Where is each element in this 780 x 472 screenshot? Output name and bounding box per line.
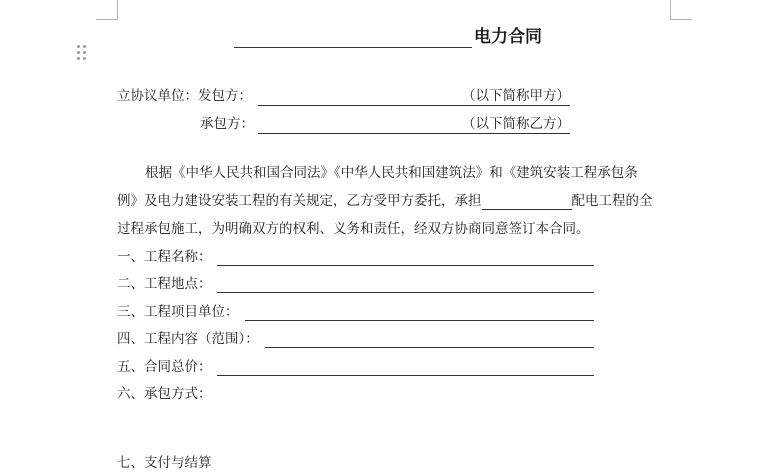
item-label: 三、工程项目单位： [117,304,239,320]
party-b-note: （以下简称乙方） [462,116,570,132]
party-b-label: 承包方： [200,116,254,132]
paragraph-text: 例》及电力建设安装工程的有关规定，乙方受甲方委托，承担 [117,193,482,209]
project-name-field[interactable] [217,250,594,266]
item-label: 五、合同总价： [117,359,212,375]
section-heading: 七、支付与结算 [117,455,212,471]
party-intro-label: 立协议单位： [117,88,198,104]
item-label: 六、承包方式： [117,386,212,402]
project-unit-field[interactable] [245,305,594,321]
item-label: 一、工程名称： [117,249,212,265]
item-project-scope [117,330,259,348]
project-scope-field[interactable] [265,332,594,348]
party-b-label-wrap [200,115,254,133]
party-b-field[interactable] [258,115,570,134]
title-text: 电力合同 [474,27,542,47]
paragraph-text: 过程承包施工，为明确双方的权利、义务和责任，经双方协商同意签订本合同。 [117,221,590,237]
paragraph-line-1 [145,164,638,182]
paragraph-text: 根据《中华人民共和国合同法》《中华人民共和国建筑法》和《建筑安装工程承包条 [145,165,638,181]
item-project-unit [117,303,239,321]
project-location-field[interactable] [217,277,594,293]
paragraph-text: 配电工程的全 [571,193,653,209]
item-project-name [117,248,212,266]
contract-total-field[interactable] [217,360,594,376]
party-a-label: 发包方： [198,88,252,104]
paragraph-line-2 [117,192,653,210]
margin-corner-mark-top-right [670,0,692,20]
item-contract-total [117,358,212,376]
document-title [234,26,542,48]
party-a-note: （以下简称甲方） [462,88,570,104]
section-payment [117,454,212,472]
party-a-line [117,87,252,105]
party-a-field[interactable] [258,87,570,106]
item-label: 四、工程内容（范围）： [117,331,259,347]
item-contract-method [117,385,212,403]
item-project-location [117,275,212,293]
drag-handle-icon[interactable] [77,45,87,61]
title-blank[interactable] [234,28,472,48]
project-name-blank[interactable] [482,194,572,210]
paragraph-line-3 [117,220,590,238]
item-label: 二、工程地点： [117,276,212,292]
margin-corner-mark-top-left [96,0,118,20]
